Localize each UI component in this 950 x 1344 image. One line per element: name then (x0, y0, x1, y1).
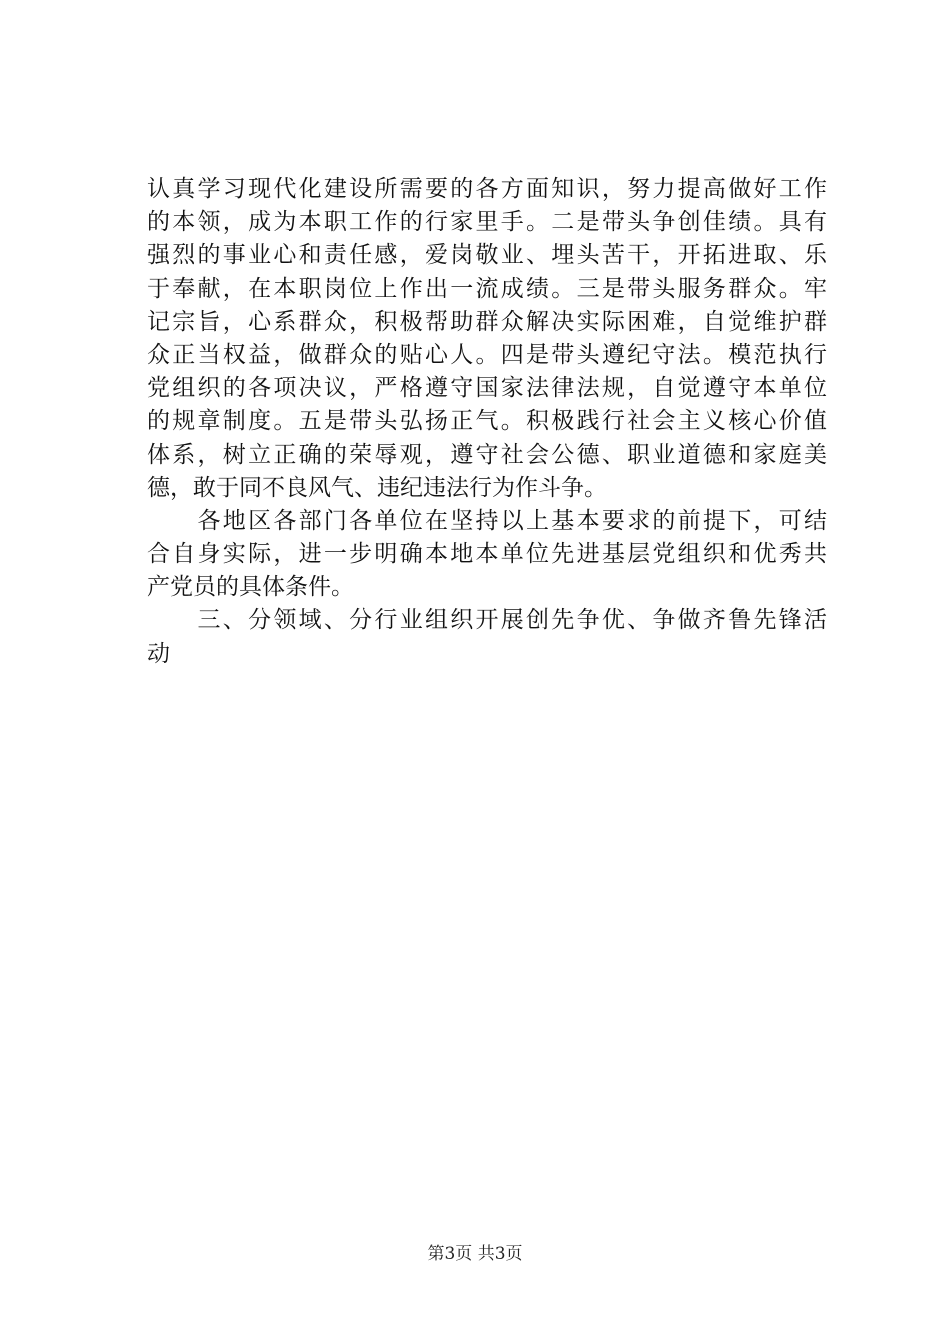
text-line: 体系，树立正确的荣辱观，遵守社会公德、职业道德和家庭美 (147, 441, 827, 468)
text-line: 记宗旨，心系群众，积极帮助群众解决实际困难，自觉维护群 (147, 308, 827, 335)
page-footer: 第3页 共3页 (427, 1244, 523, 1264)
text-line: 众正当权益，做群众的贴心人。四是带头遵纪守法。模范执行 (147, 341, 827, 368)
text-line: 的规章制度。五是带头弘扬正气。积极践行社会主义核心价值 (147, 408, 827, 435)
text-line: 的本领，成为本职工作的行家里手。二是带头争创佳绩。具有 (147, 209, 827, 236)
text-line: 认真学习现代化建设所需要的各方面知识，努力提高做好工作 (147, 176, 827, 202)
text-line: 动 (147, 640, 170, 667)
text-line: 党组织的各项决议，严格遵守国家法律法规，自觉遵守本单位 (147, 375, 827, 402)
text-line: 强烈的事业心和责任感，爱岗敬业、埋头苦干，开拓进取、乐 (147, 242, 827, 269)
text-line: 三、分领域、分行业组织开展创先争优、争做齐鲁先锋活 (147, 607, 827, 634)
text-line: 产党员的具体条件。 (147, 574, 354, 601)
document-body (147, 173, 827, 671)
text-line: 合自身实际，进一步明确本地本单位先进基层党组织和优秀共 (147, 541, 827, 568)
text-line: 各地区各部门各单位在坚持以上基本要求的前提下，可结 (147, 507, 827, 534)
text-line: 于奉献，在本职岗位上作出一流成绩。三是带头服务群众。牢 (147, 275, 827, 302)
text-line: 德，敢于同不良风气、违纪违法行为作斗争。 (147, 474, 607, 501)
